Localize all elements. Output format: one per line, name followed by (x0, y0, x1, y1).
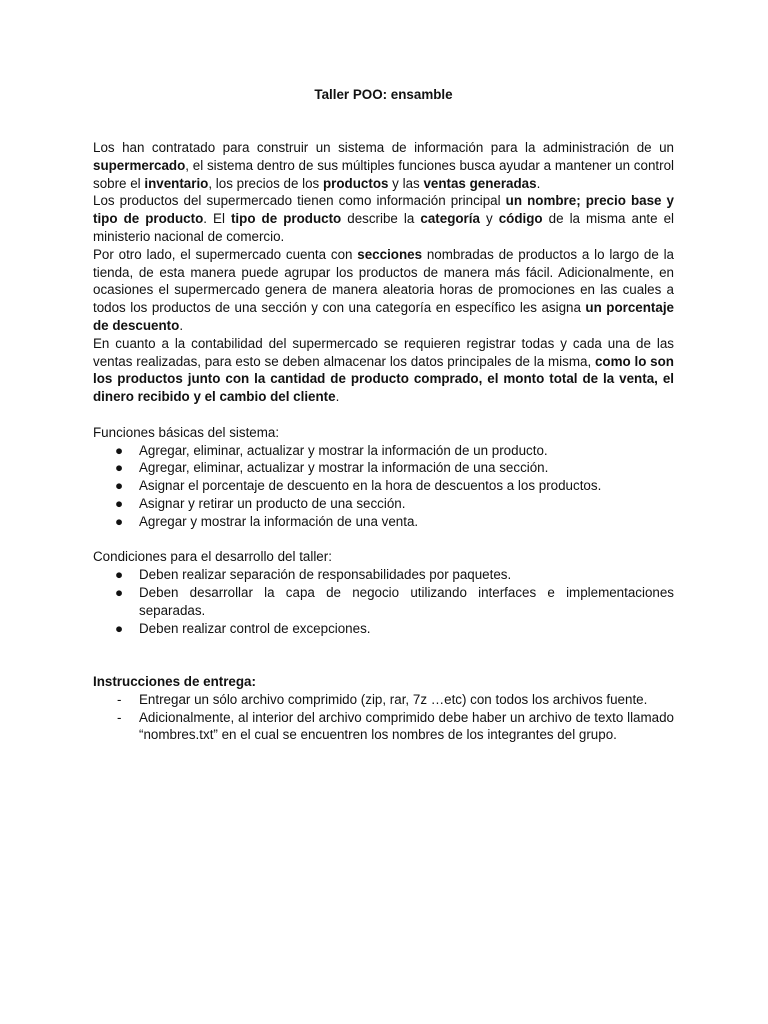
text-run: . (179, 317, 184, 333)
condiciones-heading: Condiciones para el desarrollo del taller: (93, 549, 332, 565)
condiciones-list (93, 566, 674, 637)
text-run: y las (388, 175, 424, 191)
intro-paragraph-4 (93, 335, 674, 406)
instrucciones-list (93, 691, 674, 744)
text-run: Los han contratado para construir un sistema de información para la administración de un (93, 140, 674, 155)
list-item (93, 709, 674, 745)
text-run: , el sistema dentro de sus múltiples funciones busca ayudar a mantener un control sobre el (93, 157, 674, 191)
list-item-text: Adicionalmente, al interior del archivo comprimido debe haber un archivo de texto llamado “nombres.txt” en el cual se encuentren los nombres de los integrantes del grupo. (139, 709, 674, 743)
funciones-list (93, 442, 674, 531)
bold-text: como lo son los productos junto con la cantidad de producto comprado, el monto total de la venta, el dinero recibido y el cambio del cliente (93, 353, 674, 405)
list-item-text: Asignar el porcentaje de descuento en la hora de descuentos a los productos. (139, 478, 602, 494)
list-item-text: Asignar y retirar un producto de una sección. (139, 495, 406, 511)
dash-marker: - (117, 709, 122, 725)
text-run: , los precios de los (208, 175, 323, 191)
spacer (93, 104, 674, 139)
dash-marker: - (117, 691, 122, 707)
document-title: Taller POO: ensamble (314, 87, 453, 102)
text-run: En cuanto a la contabilidad del supermercado se requieren registrar todas y cada una de las ventas realizadas, para esto se deben almacenar los datos principales de la misma, (93, 335, 674, 369)
funciones-heading: Funciones básicas del sistema: (93, 424, 280, 440)
intro-paragraph-3 (93, 246, 674, 335)
text-run: Por otro lado, el supermercado cuenta con (93, 246, 358, 262)
bold-text: un nombre; precio base y tipo de producto (93, 193, 674, 227)
text-run: . (536, 175, 541, 191)
text-run: nombradas de productos a lo largo de la tienda, de esta manera puede agrupar los productos de manera más fácil. Adicionalmente, en ocasiones el supermercado genera de manera aleatoria horas de promociones en las cuales a todos los productos de una sección y con una categoría en específico les asigna (93, 246, 674, 316)
list-item (93, 495, 674, 513)
intro-paragraph-2 (93, 192, 674, 245)
bold-text: código (498, 211, 543, 227)
bullet-marker: ● (115, 478, 124, 494)
text-run: . El (203, 211, 231, 227)
bold-text: categoría (420, 211, 480, 227)
bold-text: tipo de producto (230, 211, 342, 227)
list-item (93, 620, 674, 638)
bullet-marker: ● (115, 495, 124, 511)
instrucciones-heading-text: Instrucciones de entrega: (93, 673, 256, 689)
instrucciones-heading (93, 673, 674, 691)
spacer (93, 531, 674, 549)
text-run: . (335, 389, 340, 405)
bullet-marker: ● (115, 513, 124, 529)
list-item (93, 691, 674, 709)
list-item-text: Agregar, eliminar, actualizar y mostrar la información de un producto. (139, 442, 548, 458)
bold-text: secciones (357, 246, 423, 262)
list-item-text: Agregar, eliminar, actualizar y mostrar la información de una sección. (139, 460, 549, 476)
list-item-text: Deben desarrollar la capa de negocio utilizando interfaces e implementaciones separadas. (139, 584, 674, 618)
text-run: Los productos del supermercado tienen como información principal (93, 193, 506, 209)
list-item (93, 477, 674, 495)
bullet-marker: ● (115, 620, 124, 636)
list-item-text: Entregar un sólo archivo comprimido (zip, rar, 7z …etc) con todos los archivos fuente. (139, 691, 648, 707)
bullet-marker: ● (115, 460, 124, 476)
bullet-marker: ● (115, 442, 124, 458)
list-item-text: Deben realizar separación de responsabilidades por paquetes. (139, 567, 512, 583)
bold-text: ventas generadas (423, 175, 537, 191)
text-run: de la misma ante el ministerio nacional de comercio. (93, 211, 675, 244)
bullet-marker: ● (115, 567, 124, 583)
list-item (93, 513, 674, 531)
list-item (93, 442, 674, 460)
list-item (93, 459, 674, 477)
list-item (93, 584, 674, 620)
text-run: y (479, 211, 499, 227)
document-page (93, 86, 674, 744)
list-item-text: Agregar y mostrar la información de una venta. (139, 513, 419, 529)
bullet-marker: ● (115, 584, 124, 600)
spacer (93, 637, 674, 673)
spacer (93, 406, 674, 424)
list-item (93, 566, 674, 584)
intro-paragraph-1 (93, 139, 674, 192)
bold-text: inventario (144, 175, 209, 191)
text-run: describe la (341, 211, 421, 227)
list-item-text: Deben realizar control de excepciones. (139, 620, 371, 636)
bold-text: supermercado (93, 157, 186, 173)
bold-text: un porcentaje de descuento (93, 300, 674, 333)
bold-text: productos (322, 175, 389, 191)
